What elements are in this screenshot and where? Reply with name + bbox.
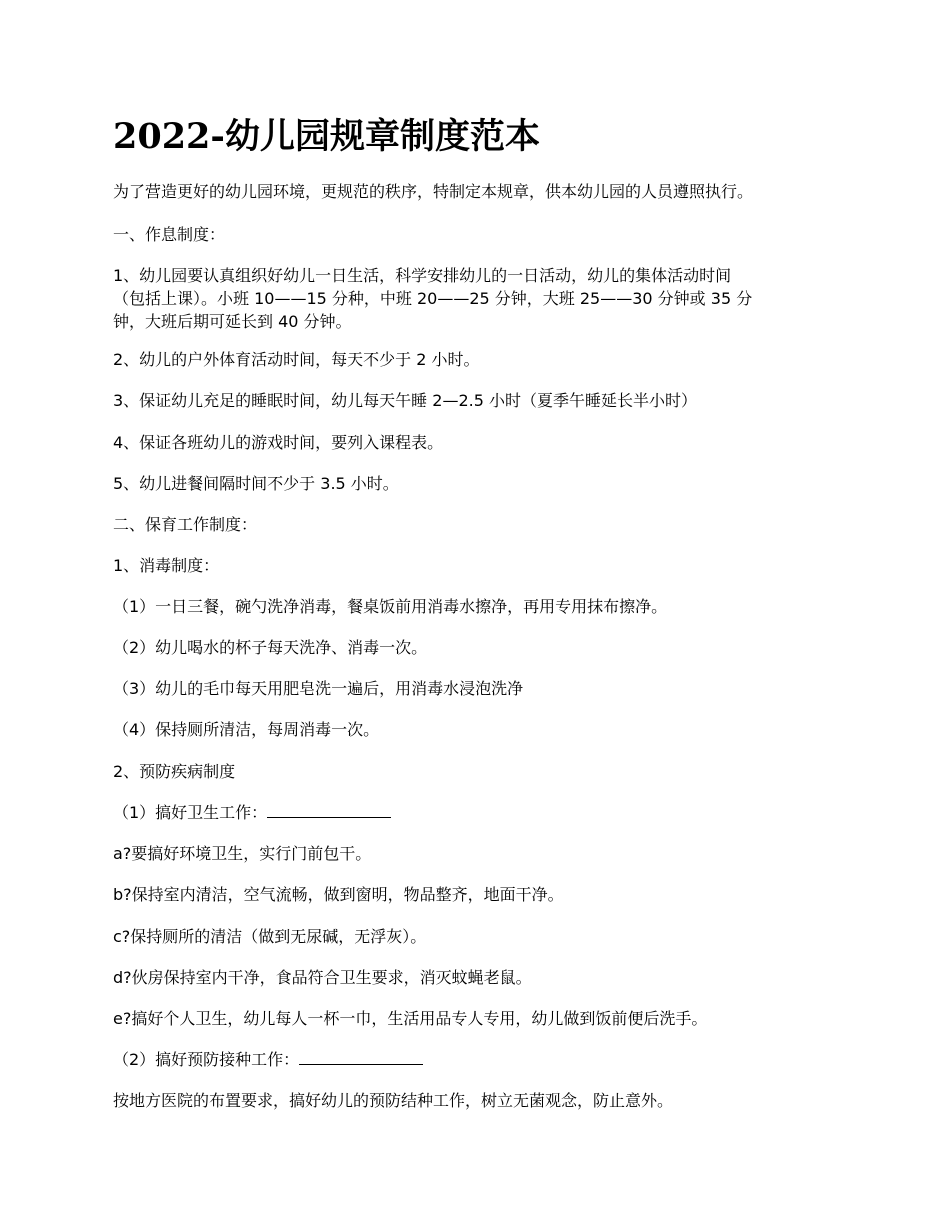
- vaccination-text: 按地方医院的布置要求，搞好幼儿的预防结种工作，树立无菌观念，防止意外。: [113, 1091, 674, 1110]
- disinfection-item-2: （2）幼儿喝水的杯子每天洗净、消毒一次。: [113, 638, 428, 657]
- hygiene-item-b: b?保持室内清洁，空气流畅，做到窗明，物品整齐，地面干净。: [113, 885, 564, 904]
- hygiene-item-e: e?搞好个人卫生，幼儿每人一杯一巾，生活用品专人专用，幼儿做到饭前便后洗手。: [113, 1009, 708, 1028]
- hygiene-item-d: d?伙房保持室内干净，食品符合卫生要求，消灭蚊蝇老鼠。: [113, 968, 532, 987]
- hygiene-heading: （1）搞好卫生工作：: [113, 803, 268, 822]
- disinfection-heading: 1、消毒制度：: [113, 556, 220, 575]
- hygiene-heading-line: [113, 801, 391, 825]
- fill-in-blank-line: [299, 1049, 423, 1065]
- disinfection-item-1: （1）一日三餐，碗勺洗净消毒，餐桌饭前用消毒水擦净，再用专用抹布擦净。: [113, 597, 668, 616]
- document-title: 2022-幼儿园规章制度范本: [113, 116, 540, 157]
- disinfection-item-3: （3）幼儿的毛巾每天用肥皂洗一遍后，用消毒水浸泡洗净: [113, 679, 524, 698]
- hygiene-item-a: a?要搞好环境卫生，实行门前包干。: [113, 844, 372, 863]
- vaccination-heading-line: [113, 1048, 423, 1072]
- schedule-item-2: 2、幼儿的户外体育活动时间，每天不少于 2 小时。: [113, 350, 480, 369]
- vaccination-heading: （2）搞好预防接种工作：: [113, 1050, 300, 1069]
- prevention-heading: 2、预防疾病制度: [113, 762, 236, 781]
- hygiene-item-c: c?保持厕所的清洁（做到无尿碱，无浮灰）。: [113, 927, 427, 946]
- schedule-item-1-line-1: 1、幼儿园要认真组织好幼儿一日生活，科学安排幼儿的一日活动，幼儿的集体活动时间: [113, 266, 732, 285]
- schedule-item-3: 3、保证幼儿充足的睡眠时间，幼儿每天午睡 2—2.5 小时（夏季午睡延长半小时）: [113, 391, 697, 410]
- schedule-item-5: 5、幼儿进餐间隔时间不少于 3.5 小时。: [113, 474, 399, 493]
- schedule-item-4: 4、保证各班幼儿的游戏时间，要列入课程表。: [113, 433, 444, 452]
- fill-in-blank-line: [267, 802, 391, 818]
- intro-paragraph: 为了营造更好的幼儿园环境，更规范的秩序，特制定本规章，供本幼儿园的人员遵照执行。: [113, 182, 754, 201]
- schedule-item-1-line-2: （包括上课）。小班 10——15 分种，中班 20——25 分钟，大班 25——30 分钟或 35 分: [113, 289, 753, 308]
- section-heading-care: 二、保育工作制度：: [113, 515, 258, 534]
- schedule-item-1-line-3: 钟，大班后期可延长到 40 分钟。: [113, 312, 352, 331]
- disinfection-item-4: （4）保持厕所清洁，每周消毒一次。: [113, 720, 380, 739]
- section-heading-schedule: 一、作息制度：: [113, 225, 226, 244]
